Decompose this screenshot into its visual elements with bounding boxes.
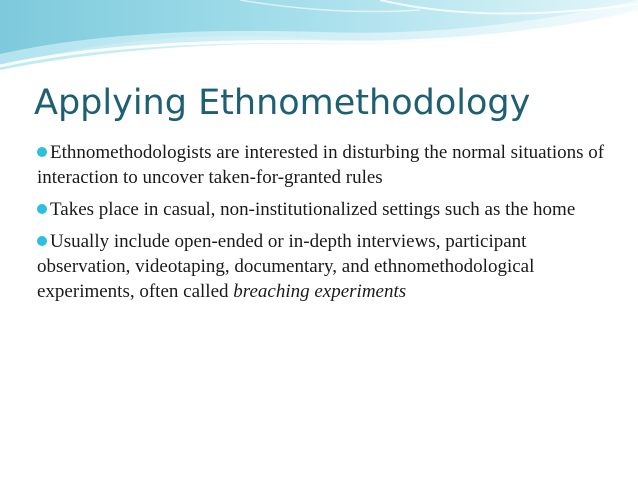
bullet-list [37, 140, 617, 311]
header-wave-decoration [0, 0, 638, 80]
bullet-dot-icon [37, 147, 47, 157]
bullet-item [37, 197, 617, 222]
bullet-dot-icon [37, 204, 47, 214]
bullet-text: Takes place in casual, non-institutionalized settings such as the home [50, 199, 576, 220]
bullet-item [37, 140, 617, 190]
bullet-emphasis: breaching experiments [233, 281, 407, 302]
bullet-dot-icon [37, 236, 47, 246]
bullet-text: Usually include open-ended or in-depth interviews, participant observation, videotaping, documentary, and ethnomethodological experiments, often called [37, 231, 535, 302]
bullet-text: Ethnomethodologists are interested in disturbing the normal situations of interaction to uncover taken-for-granted rules [37, 142, 605, 188]
slide-title: Applying Ethnomethodology [34, 83, 531, 123]
bullet-item [37, 229, 617, 304]
